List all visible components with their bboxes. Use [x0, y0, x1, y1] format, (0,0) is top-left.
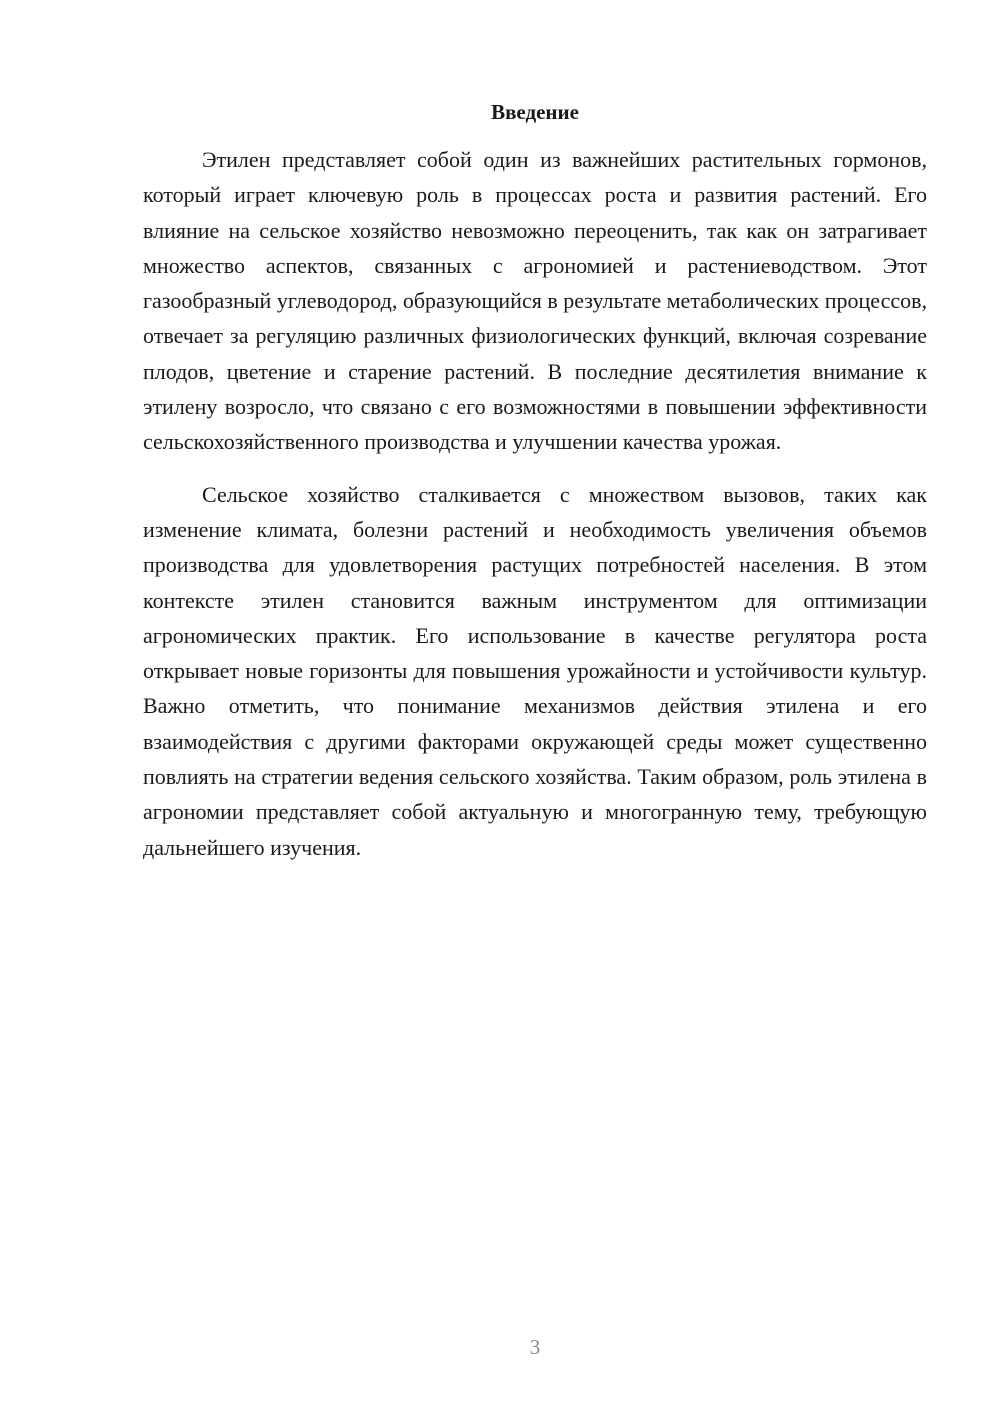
paragraph-1: Этилен представляет собой один из важнейших растительных гормонов, который играет ключевую роль в процессах роста и развития растений. Его влияние на сельское хозяйство невозможно переоценить, так как он затрагивает множество аспектов, связанных с агрономией и растениеводством. Этот газообразный углеводород, образующийся в результате метаболических процессов, отвечает за регуляцию различных физиологических функций, включая созревание плодов, цветение и старение растений. В последние десятилетия внимание к этилену возросло, что связано с его возможностями в повышении эффективности сельскохозяйственного производства и улучшении качества урожая. [143, 147, 928, 455]
section-title: Введение [491, 100, 579, 124]
page-number: 3 [529, 1335, 541, 1359]
paragraph-2: Сельское хозяйство сталкивается с множеством вызовов, таких как изменение климата, болезни растений и необходимость увеличения объемов производства для удовлетворения растущих потребностей населения. В этом контексте этилен становится важным инструментом для оптимизации агрономических практик. Его использование в качестве регулятора роста открывает новые горизонты для повышения урожайности и устойчивости культур. Важно отметить, что понимание механизмов действия этилена и его взаимодействия с другими факторами окружающей среды может существенно повлиять на стратегии ведения сельского хозяйства. Таким образом, роль этилена в агрономии представляет собой актуальную и многогранную тему, требующую дальнейшего изучения. [143, 481, 927, 860]
body-text [143, 142, 927, 882]
